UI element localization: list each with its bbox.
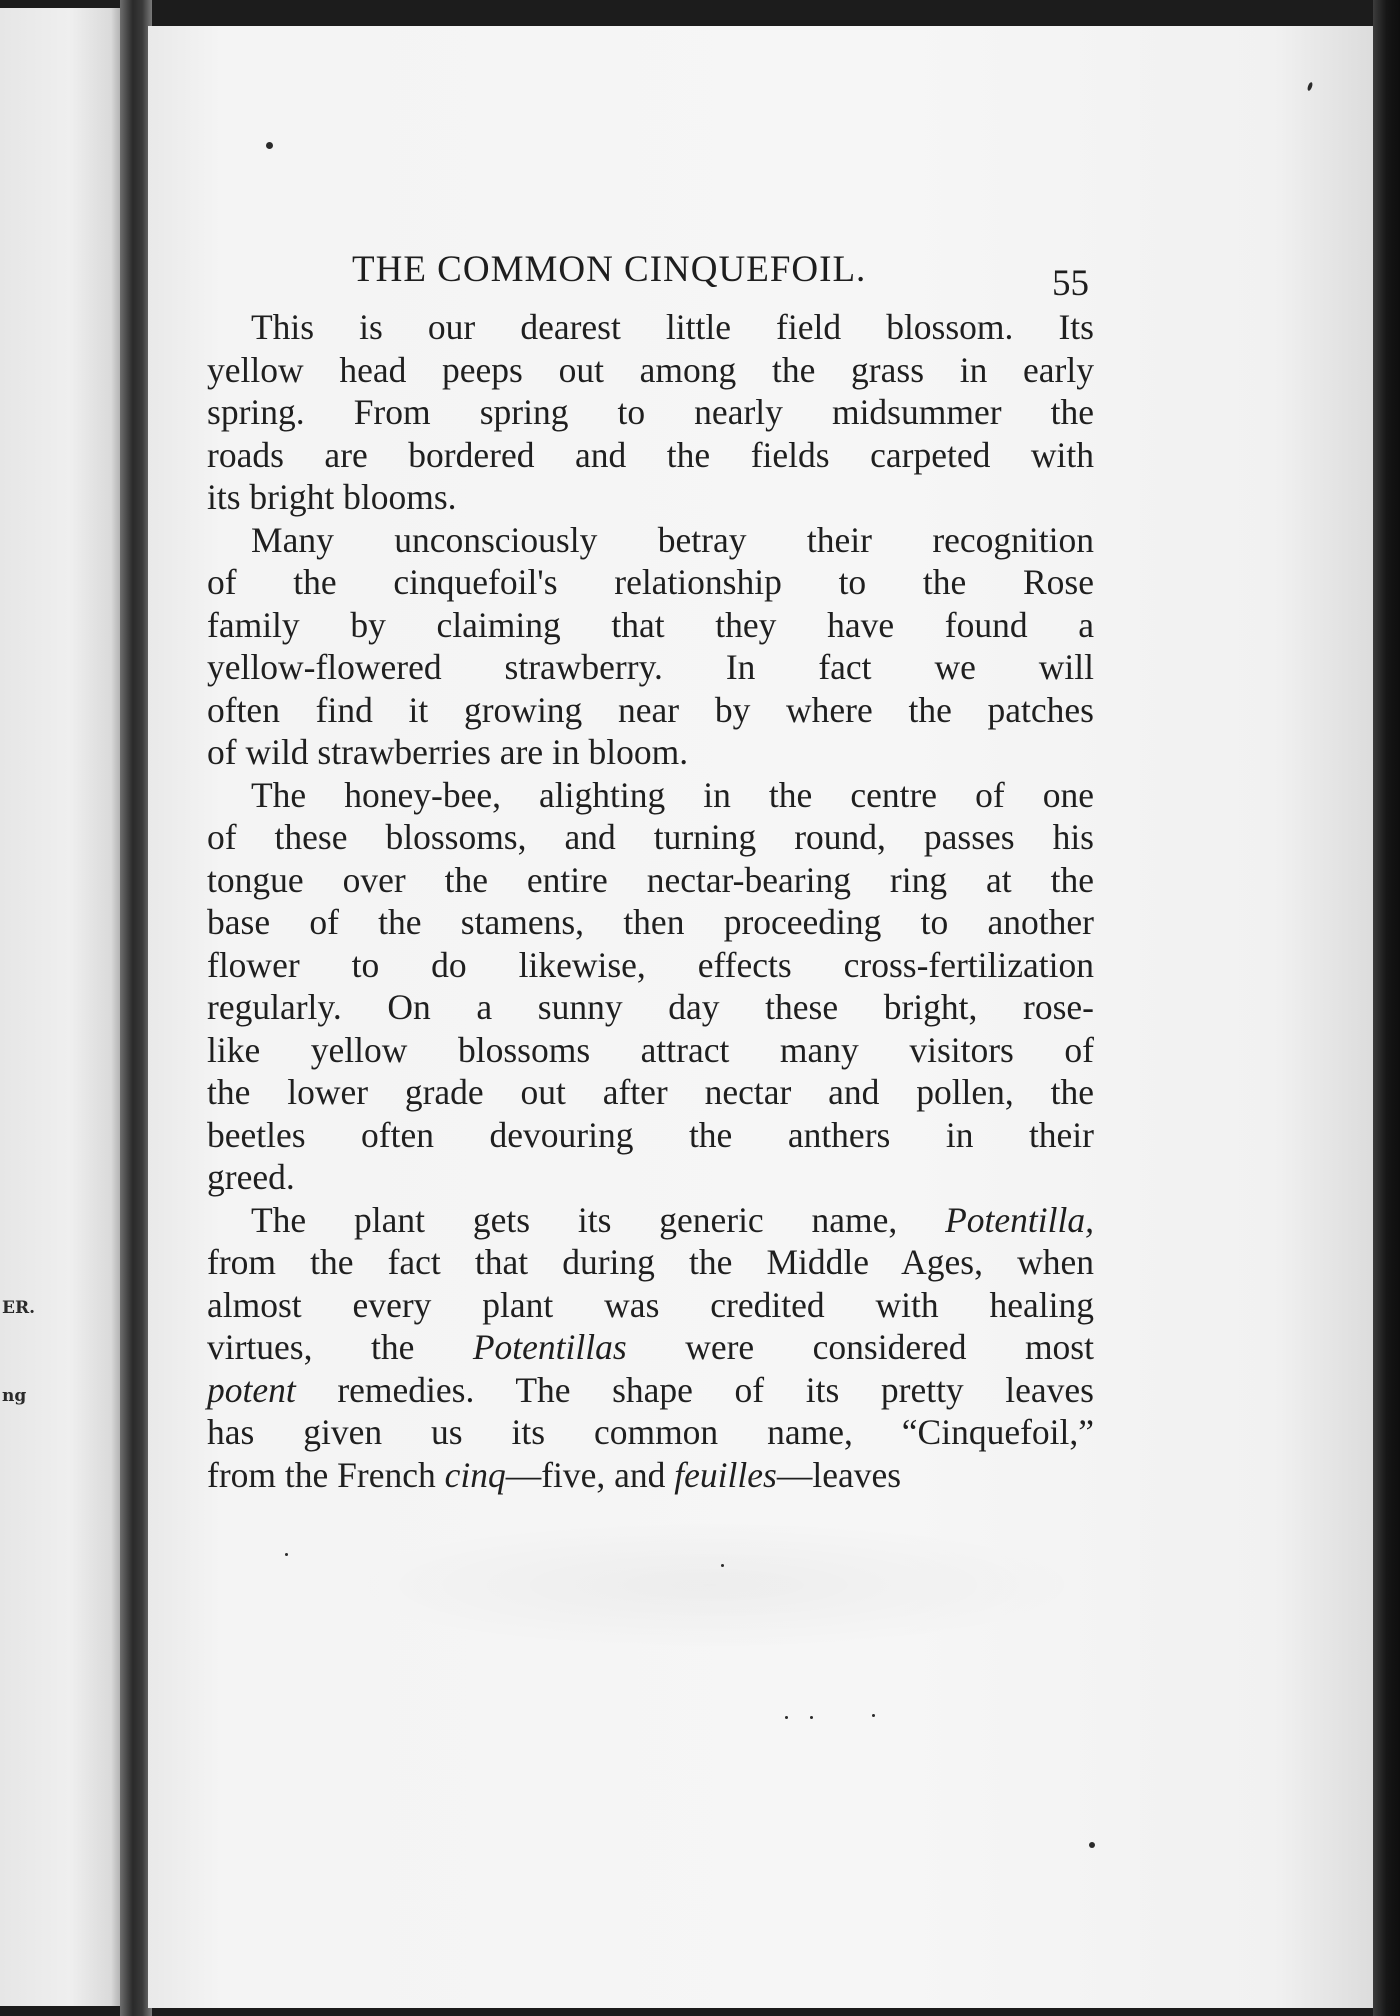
text-run: base of the stamens, then proceeding to another <box>207 902 1094 942</box>
text-run: of the cinquefoil's relationship to the Rose <box>207 562 1094 602</box>
text-run: from the fact that during the Middle Ages, when <box>207 1242 1094 1282</box>
text-run: beetles often devouring the anthers in their <box>207 1114 1094 1155</box>
text-run: almost every plant was credited with healing <box>207 1284 1094 1325</box>
text-run: Many unconsciously betray their recognition <box>251 519 1094 560</box>
text-line <box>207 391 1094 434</box>
text-line <box>207 1369 1094 1412</box>
text-line <box>207 646 1094 689</box>
text-run: has given us its common name, “Cinquefoil,” <box>207 1412 1094 1452</box>
italic-text: feuilles <box>674 1454 777 1495</box>
text-line <box>207 1241 1094 1284</box>
text-line <box>207 1326 1094 1369</box>
text-run: of wild strawberries are in bloom. <box>207 732 689 772</box>
left-page <box>0 8 126 2006</box>
italic-text: potent <box>207 1369 296 1410</box>
text-run: yellow head peeps out among the grass in early <box>207 349 1094 390</box>
text-line <box>207 1029 1094 1072</box>
page-edge <box>1373 0 1400 2016</box>
text-run: yellow-flowered strawberry. In fact we will <box>207 647 1094 687</box>
text-line <box>207 476 1094 519</box>
text-line <box>207 604 1094 647</box>
text-run: remedies. The shape of its pretty leaves <box>295 1369 1094 1410</box>
ink-speck <box>285 1553 288 1556</box>
text-run: like yellow blossoms attract many visitors of <box>207 1029 1094 1070</box>
text-run: the lower grade out after nectar and pollen, the <box>207 1072 1094 1112</box>
text-run: its bright blooms. <box>207 477 457 517</box>
page-number: 55 <box>1052 263 1089 304</box>
text-line <box>207 561 1094 604</box>
text-run: were considered most <box>626 1327 1094 1367</box>
ink-speck <box>872 1714 875 1717</box>
text-run: The plant gets its generic name, <box>251 1199 946 1240</box>
text-run: from the French <box>207 1454 445 1495</box>
text-line <box>207 349 1094 392</box>
text-line <box>207 859 1094 902</box>
text-line <box>207 1411 1094 1454</box>
ink-speck <box>810 1716 813 1719</box>
text-run: —five, and <box>505 1454 675 1495</box>
text-run: This is our dearest little field blossom. Its <box>251 307 1094 347</box>
text-line <box>207 306 1094 349</box>
text-run: spring. From spring to nearly midsummer the <box>207 392 1094 432</box>
text-line <box>207 944 1094 987</box>
text-run: of these blossoms, and turning round, passes his <box>207 817 1094 857</box>
text-line <box>207 1156 1094 1199</box>
text-run: regularly. On a sunny day these bright, rose- <box>207 987 1094 1027</box>
paragraph <box>207 306 1094 519</box>
text-run: family by claiming that they have found a <box>207 604 1094 645</box>
ink-speck <box>266 142 273 149</box>
text-run: roads are bordered and the fields carpeted with <box>207 434 1094 475</box>
text-line <box>207 434 1094 477</box>
text-line <box>207 1114 1094 1157</box>
paragraph <box>207 519 1094 774</box>
text-line <box>207 1199 1094 1242</box>
text-line <box>207 1071 1094 1114</box>
text-run: virtues, the <box>207 1327 473 1367</box>
text-run: greed. <box>207 1157 295 1197</box>
text-line <box>207 1454 1094 1497</box>
body-text <box>207 306 1094 1496</box>
ink-speck <box>1089 1842 1095 1848</box>
text-run: —leaves <box>776 1454 902 1495</box>
text-line <box>207 689 1094 732</box>
left-page-fragment: ng <box>2 1386 27 1406</box>
text-line <box>207 731 1094 774</box>
italic-text: cinq <box>444 1454 506 1495</box>
text-run: tongue over the entire nectar-bearing ring at the <box>207 859 1094 900</box>
text-line <box>207 986 1094 1029</box>
text-run: often find it growing near by where the patches <box>207 689 1094 730</box>
show-through-shadow <box>330 1520 1090 1650</box>
text-line <box>207 519 1094 562</box>
italic-text: Potentilla, <box>945 1199 1094 1240</box>
ink-speck <box>785 1716 788 1719</box>
text-line <box>207 774 1094 817</box>
paragraph <box>207 1199 1094 1497</box>
running-head: THE COMMON CINQUEFOIL. <box>352 249 867 290</box>
text-line <box>207 901 1094 944</box>
paragraph <box>207 774 1094 1199</box>
text-run: The honey-bee, alighting in the centre of one <box>251 774 1094 815</box>
ink-speck <box>721 1564 724 1567</box>
text-line <box>207 1284 1094 1327</box>
italic-text: Potentillas <box>472 1327 627 1367</box>
text-run: flower to do likewise, effects cross-fertilization <box>207 944 1094 985</box>
text-line <box>207 816 1094 859</box>
left-page-fragment: ER. <box>2 1298 36 1318</box>
